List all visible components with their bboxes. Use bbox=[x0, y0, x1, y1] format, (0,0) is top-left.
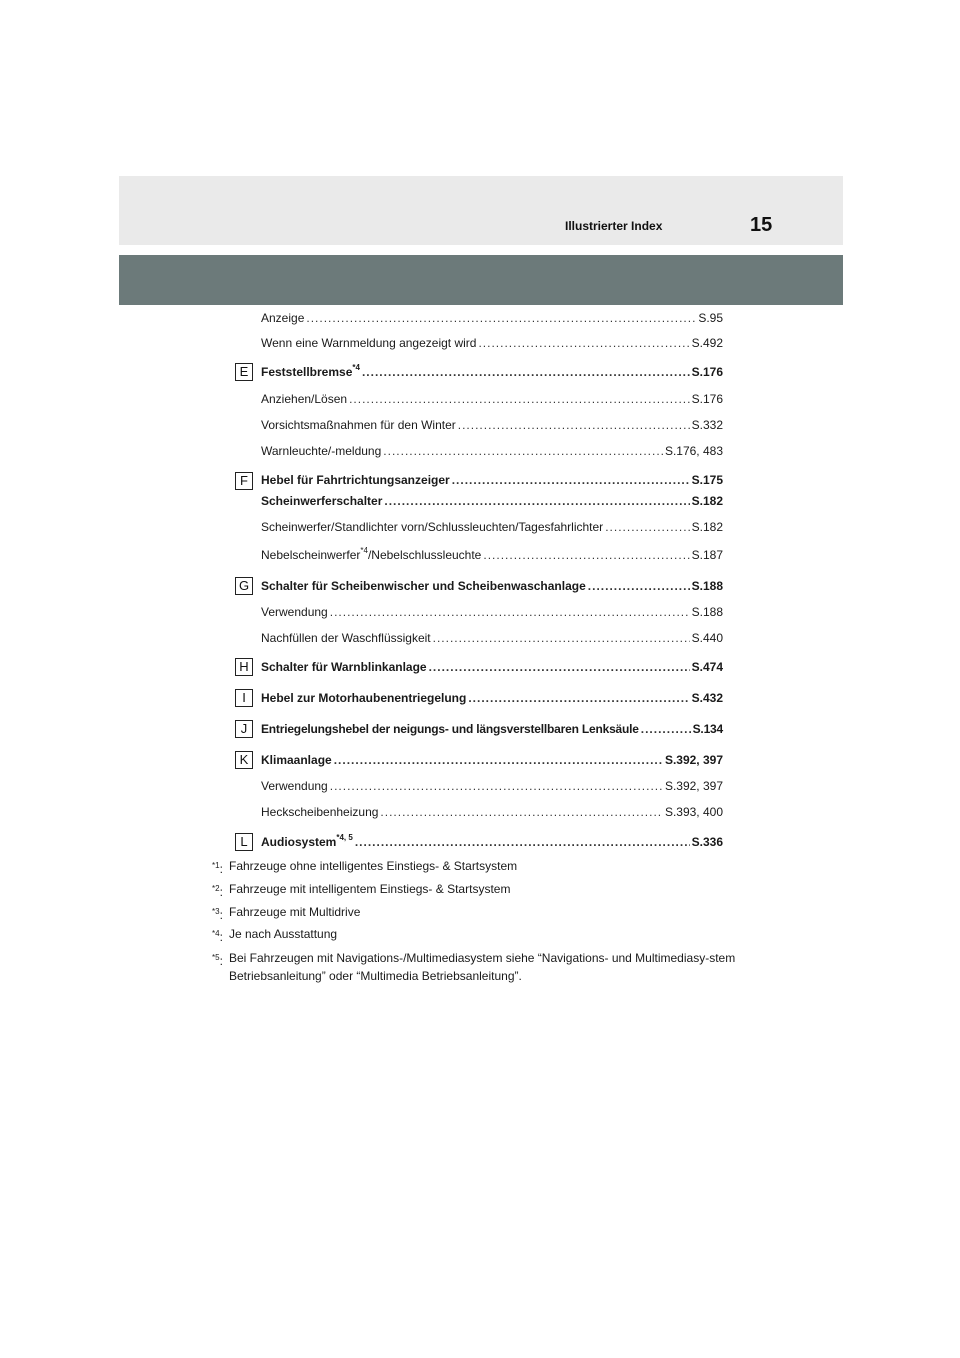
entry-text: Schalter für Warnblinkanlage bbox=[261, 660, 427, 674]
entry-text: Heckscheibenheizung bbox=[261, 805, 379, 819]
section-letter-l: L bbox=[235, 833, 253, 851]
footnote-ref: *4 bbox=[352, 363, 360, 372]
entry-page: S.336 bbox=[691, 835, 723, 849]
index-entry bbox=[261, 335, 723, 351]
index-entry bbox=[261, 578, 723, 594]
entry-page: S.188 bbox=[691, 579, 723, 593]
footnote-mark: *4 bbox=[212, 929, 220, 938]
entry-text: Schalter für Scheibenwischer und Scheibenwaschanlage bbox=[261, 579, 586, 593]
entry-page: S.474 bbox=[691, 660, 723, 674]
leader-dots bbox=[383, 443, 663, 459]
footnote-text: Fahrzeuge mit intelligentem Einstiegs- & Startsystem bbox=[229, 882, 511, 896]
footnote-ref: *4, 5 bbox=[336, 833, 353, 842]
entry-text: Anzeige bbox=[261, 311, 305, 325]
entry-text: Entriegelungshebel der neigungs- und längsverstellbaren Lenksäule bbox=[261, 722, 639, 736]
leader-dots bbox=[483, 547, 689, 563]
entry-page: S.182 bbox=[691, 494, 723, 508]
leader-dots bbox=[478, 335, 689, 351]
index-entry bbox=[261, 804, 723, 820]
index-entry bbox=[261, 443, 723, 459]
index-entry bbox=[261, 391, 723, 407]
entry-text: Vorsichtsmaßnahmen für den Winter bbox=[261, 418, 456, 432]
leader-dots bbox=[362, 364, 690, 380]
index-entry bbox=[261, 417, 723, 433]
footnote: $^{*4}$: Je nach Ausstattung bbox=[212, 926, 752, 942]
footnote-mark: *3 bbox=[212, 907, 220, 916]
entry-text: Nachfüllen der Waschflüssigkeit bbox=[261, 631, 431, 645]
section-letter-i: I bbox=[235, 689, 253, 707]
leader-dots bbox=[330, 778, 663, 794]
leader-dots bbox=[380, 804, 663, 820]
entry-text: Anziehen/Lösen bbox=[261, 392, 348, 406]
leader-dots bbox=[429, 659, 690, 675]
section-letter-j: J bbox=[235, 720, 253, 738]
index-entry bbox=[261, 752, 723, 768]
footnote-text: Bei Fahrzeugen mit Navigations-/Multimediasystem siehe “Navigations- und Multimediasy-stem Betriebsanleitung” oder “Multimedia Betriebsanleitung”. bbox=[229, 951, 736, 983]
footnote-mark: *1 bbox=[212, 861, 220, 870]
index-entry bbox=[261, 630, 723, 646]
page-number: 15 bbox=[750, 214, 773, 236]
index-entry bbox=[261, 493, 723, 509]
index-entry bbox=[261, 547, 723, 563]
entry-page: S.392, 397 bbox=[664, 779, 723, 793]
entry-text: Scheinwerferschalter bbox=[261, 494, 383, 508]
footnote-text: Je nach Ausstattung bbox=[229, 927, 338, 941]
entry-page: S.134 bbox=[692, 722, 723, 736]
entry-text: Wenn eine Warnmeldung angezeigt wird bbox=[261, 336, 477, 350]
entry-text: Klimaanlage bbox=[261, 753, 332, 767]
entry-page: S.176, 483 bbox=[664, 444, 723, 458]
leader-dots bbox=[468, 690, 689, 706]
footnote: $^{*3}$: Fahrzeuge mit Multidrive bbox=[212, 904, 752, 920]
entry-page: S.95 bbox=[698, 311, 723, 325]
entry-text: Audiosystem bbox=[261, 835, 337, 849]
leader-dots bbox=[452, 472, 690, 488]
footnote: $^{*2}$: Fahrzeuge mit intelligentem Einstiegs- & Startsystem bbox=[212, 881, 752, 897]
entry-text: Hebel zur Motorhaubenentriegelung bbox=[261, 691, 467, 705]
index-entry bbox=[261, 659, 723, 675]
leader-dots bbox=[355, 834, 690, 850]
entry-page: S.182 bbox=[691, 520, 723, 534]
entry-text: Verwendung bbox=[261, 605, 328, 619]
section-title: Illustrierter Index bbox=[565, 219, 663, 233]
section-letter-f: F bbox=[235, 472, 253, 490]
entry-page: S.392, 397 bbox=[664, 753, 723, 767]
footnote-text: Fahrzeuge ohne intelligentes Einstiegs- & Startsystem bbox=[229, 859, 518, 873]
index-entry bbox=[261, 834, 723, 850]
entry-page: S.393, 400 bbox=[664, 805, 723, 819]
footnote-mark: *5 bbox=[212, 953, 220, 962]
index-entry bbox=[261, 721, 723, 737]
leader-dots bbox=[384, 493, 689, 509]
entry-text: Feststellbremse bbox=[261, 365, 353, 379]
entry-text: Nebelscheinwerfer bbox=[261, 548, 361, 562]
entry-page: S.332 bbox=[691, 418, 723, 432]
leader-dots bbox=[641, 721, 691, 737]
index-entry bbox=[261, 604, 723, 620]
index-entry bbox=[261, 519, 723, 535]
header-gray-bar bbox=[119, 255, 843, 305]
entry-page: S.432 bbox=[691, 691, 723, 705]
leader-dots bbox=[349, 391, 690, 407]
index-entry bbox=[261, 472, 723, 488]
leader-dots bbox=[306, 310, 696, 326]
entry-page: S.188 bbox=[691, 605, 723, 619]
entry-page: S.440 bbox=[691, 631, 723, 645]
index-entry bbox=[261, 690, 723, 706]
entry-page: S.176 bbox=[691, 392, 723, 406]
leader-dots bbox=[458, 417, 690, 433]
entry-text: Warnleuchte/-meldung bbox=[261, 444, 382, 458]
footnote: $^{*1}$: Fahrzeuge ohne intelligentes Einstiegs- & Startsystem bbox=[212, 858, 752, 874]
leader-dots bbox=[433, 630, 690, 646]
footnote-ref: *4 bbox=[360, 546, 368, 555]
entry-page: S.492 bbox=[691, 336, 723, 350]
leader-dots bbox=[330, 604, 690, 620]
entry-page: S.187 bbox=[691, 548, 723, 562]
footnote: $^{*5}$: Bei Fahrzeugen mit Navigations-/Multimediasystem siehe “Navigations- und Multimediasy-stem Betriebsanleitung” oder “Multimedia Betriebsanleitung”. bbox=[212, 949, 752, 985]
leader-dots bbox=[588, 578, 690, 594]
entry-text: Verwendung bbox=[261, 779, 328, 793]
entry-text: Hebel für Fahrtrichtungsanzeiger bbox=[261, 473, 450, 487]
section-letter-g: G bbox=[235, 577, 253, 595]
index-entry bbox=[261, 310, 723, 326]
section-letter-h: H bbox=[235, 658, 253, 676]
footnote-mark: *2 bbox=[212, 884, 220, 893]
leader-dots bbox=[334, 752, 663, 768]
entry-text-after: /Nebelschlussleuchte bbox=[367, 548, 482, 562]
index-entry bbox=[261, 364, 723, 380]
header-band bbox=[119, 176, 843, 245]
leader-dots bbox=[605, 519, 689, 535]
entry-page: S.176 bbox=[691, 365, 723, 379]
entry-page: S.175 bbox=[691, 473, 723, 487]
footnote-text: Fahrzeuge mit Multidrive bbox=[229, 905, 361, 919]
section-letter-k: K bbox=[235, 751, 253, 769]
section-letter-e: E bbox=[235, 363, 253, 381]
entry-text: Scheinwerfer/Standlichter vorn/Schlussleuchten/Tagesfahrlichter bbox=[261, 520, 604, 534]
index-entry bbox=[261, 778, 723, 794]
